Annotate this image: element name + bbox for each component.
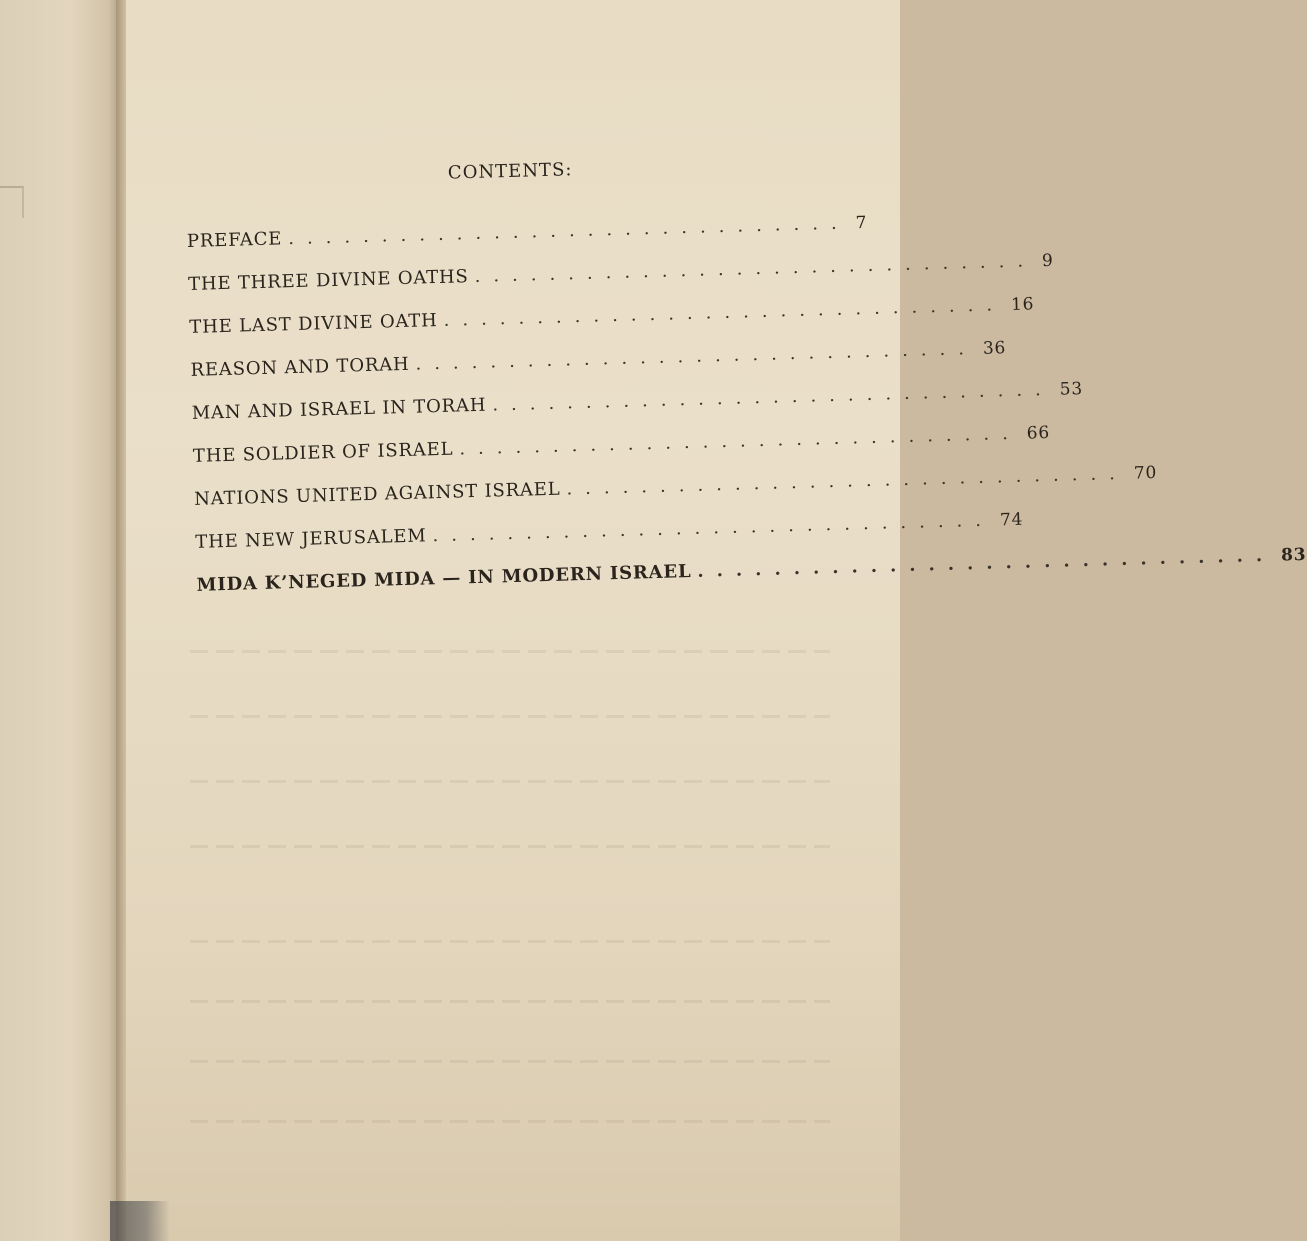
toc-entry-title: PREFACE: [186, 228, 283, 252]
toc-entry-page: 53: [1059, 379, 1084, 400]
toc-entry-page: 74: [999, 509, 1024, 531]
toc-title: CONTENTS:: [447, 159, 573, 184]
toc-entry-title: THE NEW JERUSALEM: [195, 525, 427, 553]
toc-entry-page: 66: [1026, 422, 1051, 444]
toc-entry-page: 9: [1041, 250, 1054, 272]
bleed-through-line: [190, 940, 830, 943]
toc-entry-page: 83: [1280, 544, 1307, 566]
leader-dots: ..............................: [432, 509, 995, 547]
leader-dots: ..............................: [459, 422, 1022, 460]
toc-entry-title: REASON AND TORAH: [190, 353, 410, 381]
bottom-shadow: [110, 1201, 170, 1241]
leader-dots: ..............................: [697, 544, 1276, 582]
toc-entry-title: MIDA K’NEGED MIDA — IN MODERN ISRAEL: [196, 561, 692, 596]
bleed-through-line: [190, 780, 830, 783]
bleed-through-line: [190, 715, 830, 718]
toc-entry-page: 16: [1010, 294, 1035, 315]
table-of-contents: [185, 153, 1307, 618]
leader-dots: ..............................: [474, 250, 1037, 287]
leader-dots: ..............................: [443, 294, 1006, 331]
toc-entry-title: NATIONS UNITED AGAINST ISRAEL: [193, 478, 561, 510]
leader-dots: ..............................: [491, 378, 1055, 416]
toc-entry-title: THE SOLDIER OF ISRAEL: [192, 438, 454, 467]
bleed-through-line: [190, 1120, 830, 1123]
bleed-through-line: [190, 650, 830, 653]
toc-entry-page: 36: [982, 338, 1007, 359]
toc-entry-title: THE THREE DIVINE OATHS: [187, 266, 469, 295]
leader-dots: ..............................: [415, 337, 978, 375]
left-page: [0, 0, 118, 1241]
bleed-through-line: [190, 1060, 830, 1063]
toc-entry-page: 70: [1133, 462, 1158, 484]
bleed-through-line: [190, 845, 830, 848]
bleed-through-line: [190, 1000, 830, 1003]
left-page-mark: [0, 186, 24, 218]
toc-entry-page: 7: [855, 212, 868, 234]
leader-dots: ..............................: [566, 462, 1129, 500]
book-gutter: [116, 0, 126, 1241]
leader-dots: ..............................: [287, 212, 850, 250]
toc-entry-title: MAN AND ISRAEL IN TORAH: [191, 394, 487, 424]
toc-entry-title: THE LAST DIVINE OATH: [189, 310, 438, 338]
